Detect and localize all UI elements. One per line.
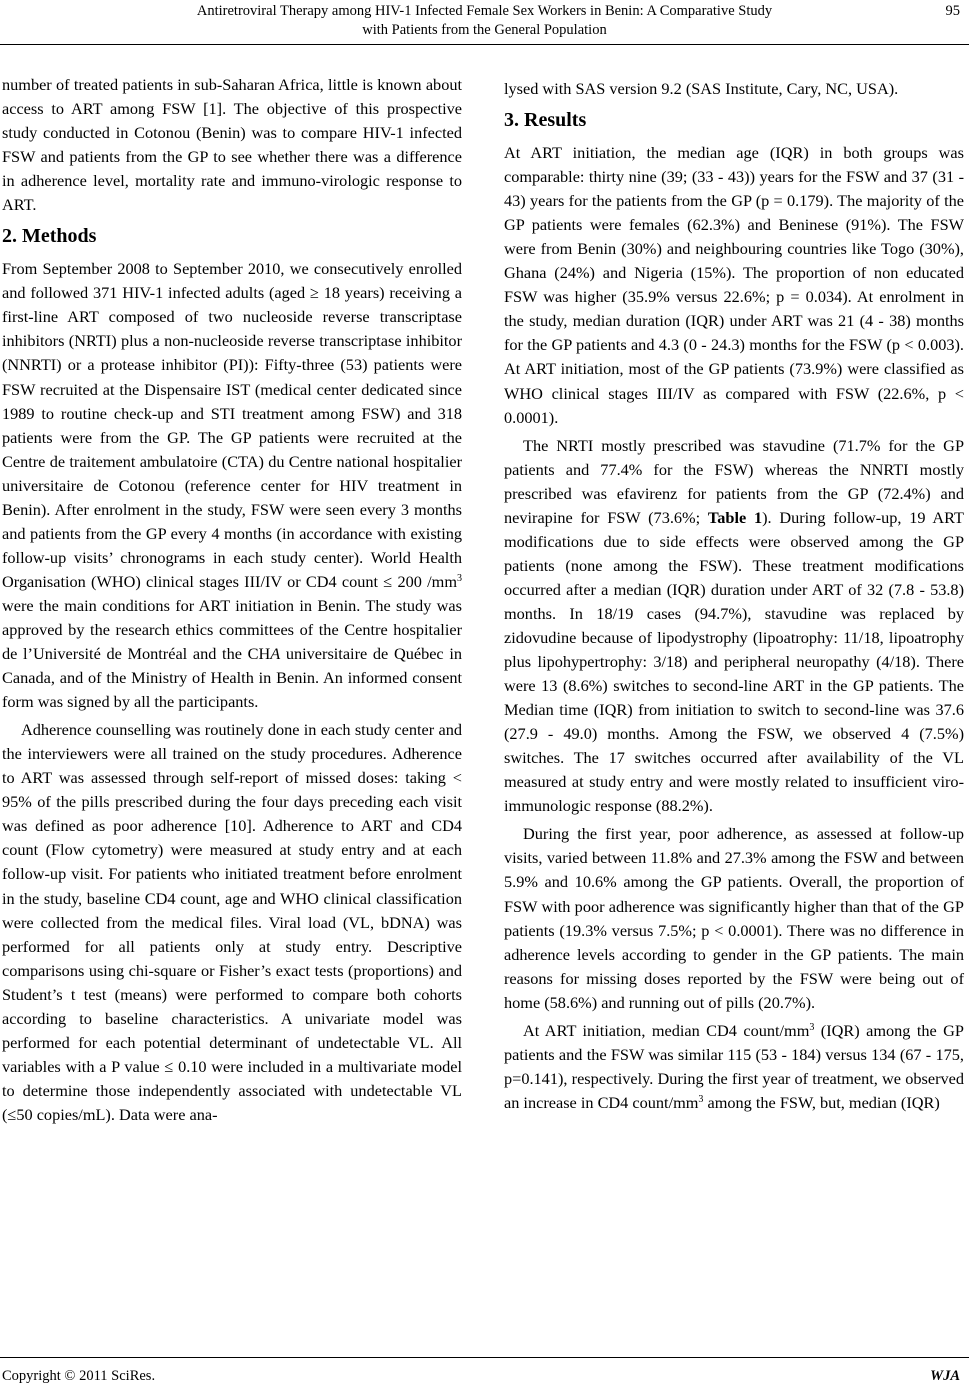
results-paragraph-3: During the first year, poor adherence, as assessed at follow-up visits, varied between 11.8% and 27.3% among the FSW and between 5.9% and 10.6% among the GP patients. Overall, the proportion of FSW with poor adherence was significantly higher than that of the GP patients (19.3% versus 7.5%; p < 0.0001). There was no difference in adherence levels according to gender in the GP patients. The main reasons for missing doses reported by the FSW were being out of home (58.6%) and running out of pills (20.7%). <box>504 824 964 1012</box>
footer-divider <box>0 1357 969 1358</box>
results-p4-superscript-1: 3 <box>809 1021 815 1033</box>
intro-paragraph: number of treated patients in sub-Saharan Africa, little is known about access to ART among FSW [1]. The objective of this prospective study conducted in Cotonou (Benin) was to compare HIV-1 infected FSW and patients from the GP to see whether there was a difference in adherence level, mortality rate and immuno-virologic response to ART. <box>2 75 462 215</box>
running-header <box>0 2 969 42</box>
results-p4-text-b: (IQR) among the GP patients and the FSW was similar 115 (53 - 184) versus 134 (67 - 175, p=0.141), respectively. During the first year of treatment, we observed an increase in CD4 count/mm <box>504 1020 964 1112</box>
results-paragraph-2 <box>504 434 964 819</box>
results-heading: 3. Results <box>504 109 587 132</box>
page-number: 95 <box>945 3 960 19</box>
results-paragraph-1: At ART initiation, the median age (IQR) in both groups was comparable: thirty nine (39; (33 - 43)) years for the FSW and 37 (31 - 43) years for the patients from the GP (p = 0.179). The majority of the GP patients were females (62.3%) and Beninese (91%). The FSW were from Benin (30%) and neighbouring countries like Togo (30%), Ghana (24%) and Nigeria (15%). The proportion of non educated FSW was higher (35.9% versus 22.6%; p = 0.034). At enrolment in the study, median duration (IQR) under ART was 21 (4 - 38) months for the GP patients and 4.3 (0 - 24.3) months for the FSW (p < 0.003). At ART initiation, most of the GP patients (73.9%) were classified as WHO clinical stages III/IV as compared with FSW (22.6%, p < 0.0001). <box>504 143 964 427</box>
results-p4-text-c: among the FSW, but, median (IQR) <box>703 1092 940 1112</box>
methods-heading: 2. Methods <box>2 225 97 248</box>
running-title-line1: Antiretroviral Therapy among HIV-1 Infected Female Sex Workers in Benin: A Comparative Study <box>196 3 773 19</box>
table-1-reference[interactable]: Table 1 <box>707 507 763 527</box>
running-title-line2: with Patients from the General Population <box>362 22 607 38</box>
methods-p1-text-c: universitaire de Québec in Canada, and of the Ministry of Health in Benin. An informed consent form was signed by all the participants. <box>2 644 462 712</box>
methods-p1-italic: A <box>270 644 281 664</box>
header-divider <box>0 44 969 45</box>
methods-p1-superscript: 3 <box>457 572 462 584</box>
running-title <box>0 2 969 40</box>
methods-p1-text-a: From September 2008 to September 2010, we consecutively enrolled and followed 371 HIV-1 infected adults (aged ≥ 18 years) receiving a first-line ART composed of two nucleoside reverse transcriptase inhibitors (NRTI) plus a non-nucleoside reverse transcriptase inhibitor (NNRTI) or a protease inhibitor (PI)): Fifty-three (53) patients were FSW recruited at the Dispensaire IST (medical center dedicated since 1989 to routine check-up and STI treatment among FSW) and 318 patients were from the GP. The GP patients were recruited at the Centre de traitement ambulatoire (CTA) du Centre national hospitalier universitaire de Cotonou (reference center for HIV treatment in Benin). After enrolment in the study, FSW were seen every 3 months and patients from the GP every 4 months (in accordance with existing follow-up visits’ chronograms in each study center). World Health Organisation (WHO) clinical stages III/IV or CD4 count ≤ 200 /mm <box>2 259 462 591</box>
copyright-notice: Copyright © 2011 SciRes. <box>2 1368 156 1384</box>
right-column <box>504 77 964 1115</box>
results-p2-text-b: ). During follow-up, 19 ART modifications due to side effects were observed among the GP patients (none among the FSW). These treatment modifications occurred after a median (IQR) duration under ART of 32 (7.8 - 53.8) months. In 18/19 cases (94.7%), stavudine was replaced by zidovudine because of lipodystrophy (lipoatrophy: 11/18, lipoatrophy plus lipohypertrophy: 3/18) and peripheral neuropathy (4/18). There were 13 (8.6%) switches to second-line ART in the GP patients. The Median time (IQR) from initiation to switch to second-line was 37.6 (27.9 - 49.0) months. Among the FSW, we observed 4 (7.5%) switches. The 17 switches occurred after availability of the VL measured at study entry and were mostly related to insufficient viro-immunologic response (88.2%). <box>504 507 964 816</box>
results-p4-text-a: At ART initiation, median CD4 count/mm <box>523 1020 810 1040</box>
methods-paragraph-1 <box>2 257 462 714</box>
results-paragraph-4 <box>504 1019 964 1115</box>
left-column <box>2 73 462 1127</box>
results-p2-text-a: The NRTI mostly prescribed was stavudine (71.7% for the GP patients and 77.4% for the FSW) whereas the NNRTI mostly prescribed was efavirenz for patients from the GP (72.4%) and nevirapine for FSW (73.6%; <box>504 435 964 527</box>
results-p4-superscript-2: 3 <box>698 1093 704 1105</box>
journal-abbreviation: WJA <box>930 1368 960 1384</box>
methods-paragraph-2: Adherence counselling was routinely done in each study center and the interviewers were all trained on the study procedures. Adherence to ART was assessed through self-report of missed doses: taking < 95% of the pills prescribed during the four days preceding each visit was defined as poor adherence [10]. Adherence to ART and CD4 count (Flow cytometry) were measured at study entry and at each follow-up visit. For patients who initiated treatment before enrolment in the study, baseline CD4 count, age and WHO clinical classification were collected from the medical files. Viral load (VL, bDNA) was performed for all patients only at study entry. Descriptive comparisons using chi-square or Fisher’s exact tests (proportions) and Student’s t test (means) were performed to compare both cohorts according to baseline characteristics. A univariate model was performed for each potential determinant of undetectable VL. All variables with a P value ≤ 0.10 were included in a multivariate model to determine those independently associated with undetectable VL (≤50 copies/mL). Data were ana- <box>2 720 462 1124</box>
methods-tail-paragraph: lysed with SAS version 9.2 (SAS Institute, Cary, NC, USA). <box>504 79 899 98</box>
methods-p1-text-b: were the main conditions for ART initiation in Benin. The study was approved by the research ethics committees of the Centre hospitalier de l’Université de Montréal and the CH <box>2 595 462 664</box>
